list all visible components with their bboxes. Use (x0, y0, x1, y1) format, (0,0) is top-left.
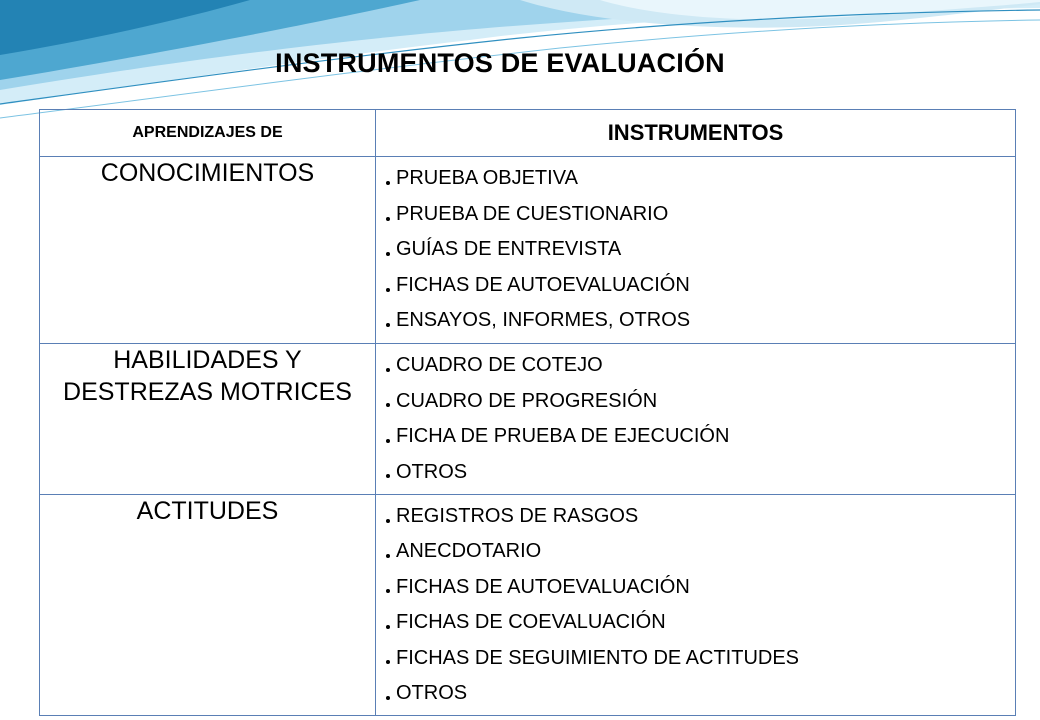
instrument-list (376, 157, 1015, 343)
list-item: CUADRO DE COTEJO (386, 352, 1015, 388)
table-header-row (40, 110, 1016, 157)
page-title: INSTRUMENTOS DE EVALUACIÓN (275, 48, 725, 78)
category-cell: HABILIDADES Y DESTREZAS MOTRICES (40, 344, 376, 495)
instruments-table (39, 109, 1016, 716)
items-cell (376, 344, 1016, 495)
items-cell (376, 495, 1016, 716)
items-cell (376, 157, 1016, 344)
instrument-list (376, 344, 1015, 494)
list-item: FICHAS DE AUTOEVALUACIÓN (386, 272, 1015, 308)
list-item: FICHAS DE AUTOEVALUACIÓN (386, 574, 1015, 609)
list-item: PRUEBA DE CUESTIONARIO (386, 201, 1015, 237)
list-item: ANECDOTARIO (386, 538, 1015, 573)
instrument-list (376, 495, 1015, 715)
list-item: CUADRO DE PROGRESIÓN (386, 388, 1015, 424)
header-aprendizajes: APRENDIZAJES DE (40, 110, 376, 157)
table-row (40, 157, 1016, 344)
list-item: FICHAS DE SEGUIMIENTO DE ACTITUDES (386, 645, 1015, 680)
category-cell: ACTITUDES (40, 495, 376, 716)
list-item: FICHAS DE COEVALUACIÓN (386, 609, 1015, 644)
list-item: REGISTROS DE RASGOS (386, 503, 1015, 538)
category-cell: CONOCIMIENTOS (40, 157, 376, 344)
header-instrumentos: INSTRUMENTOS (376, 110, 1016, 157)
list-item: PRUEBA OBJETIVA (386, 165, 1015, 201)
list-item: GUÍAS DE ENTREVISTA (386, 236, 1015, 272)
table-row (40, 495, 1016, 716)
list-item: OTROS (386, 680, 1015, 715)
list-item: FICHA DE PRUEBA DE EJECUCIÓN (386, 423, 1015, 459)
table-row (40, 344, 1016, 495)
list-item: ENSAYOS, INFORMES, OTROS (386, 307, 1015, 343)
list-item: OTROS (386, 459, 1015, 495)
